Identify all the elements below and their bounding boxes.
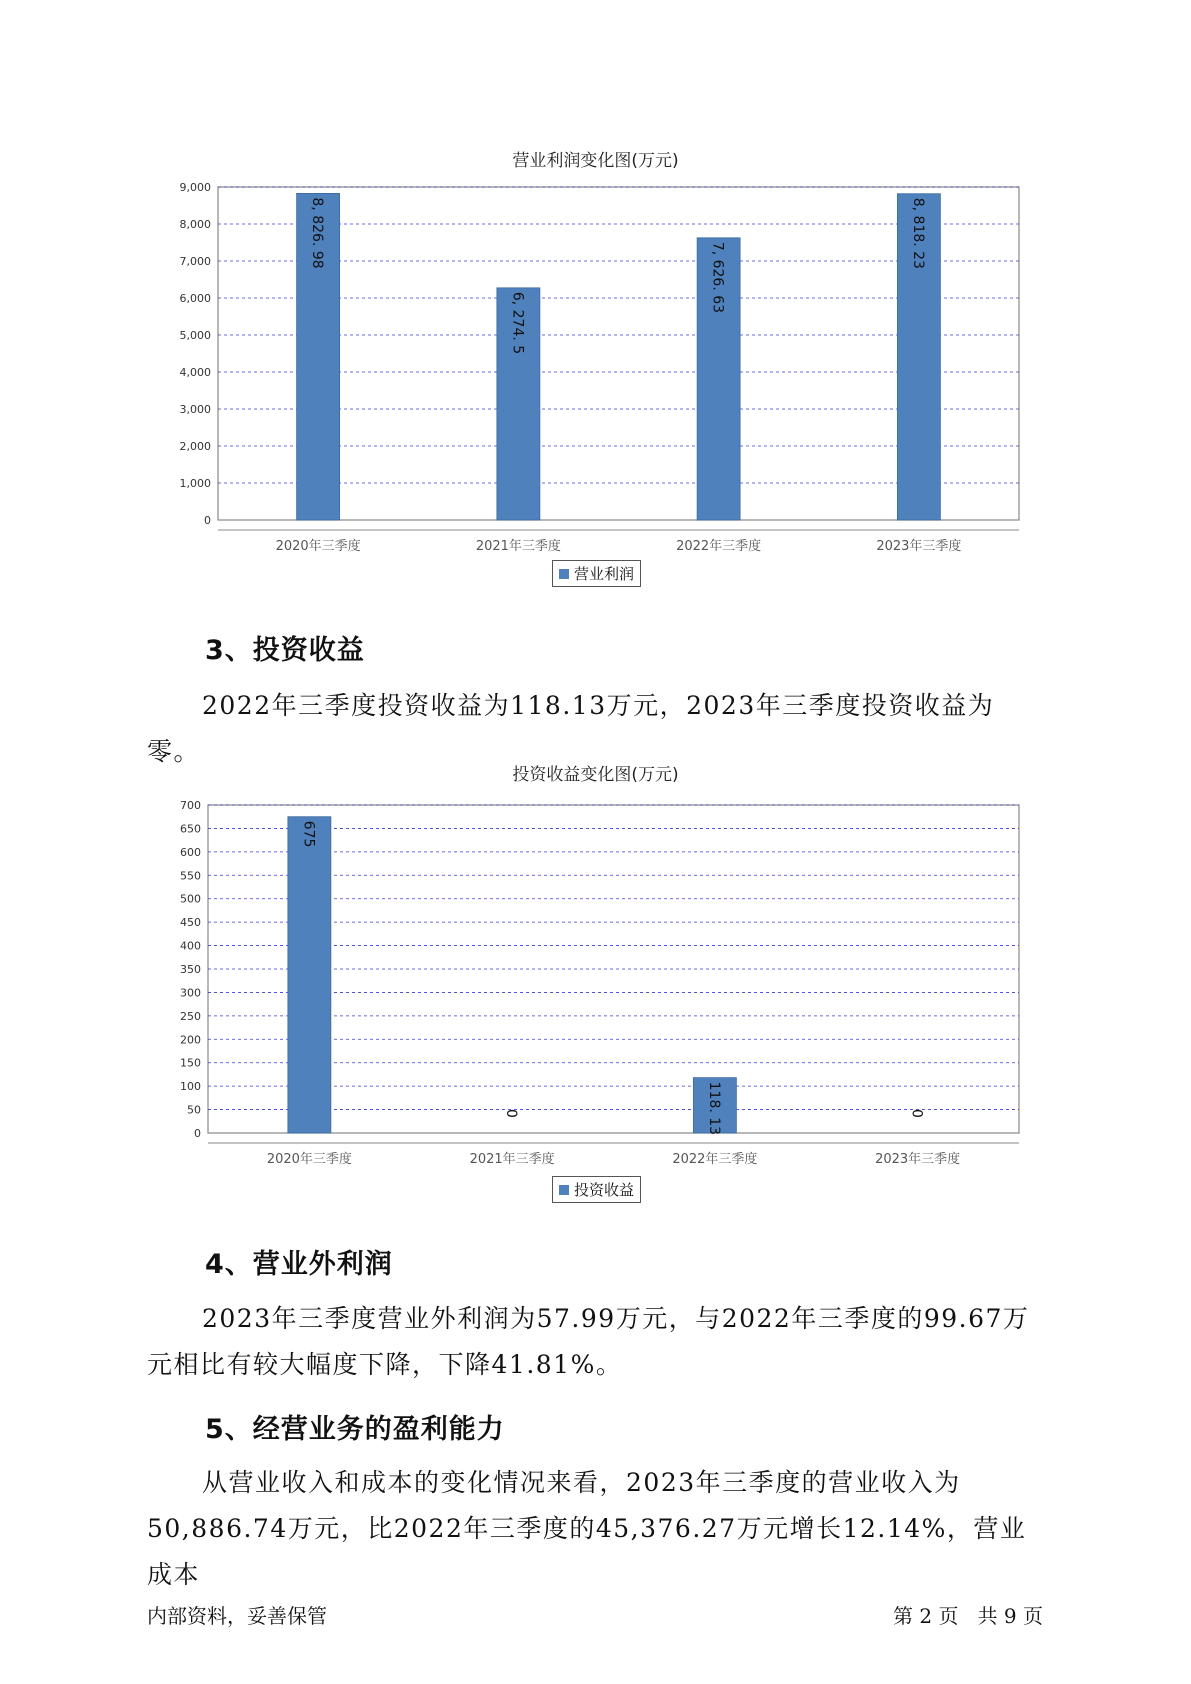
data-label: 0 (503, 1109, 520, 1118)
chart2-legend-label: 投资收益 (574, 1181, 635, 1199)
chart2-legend (552, 1176, 641, 1203)
data-label: 8, 818. 23 (909, 197, 926, 269)
y-tick-label: 9,000 (179, 181, 211, 194)
x-tick-label: 2023年三季度 (876, 539, 962, 554)
y-tick-label: 5,000 (179, 329, 211, 342)
section-5-heading: 5、经营业务的盈利能力 (205, 1414, 505, 1445)
y-tick-label: 550 (180, 869, 201, 883)
data-label: 0 (908, 1109, 925, 1118)
y-tick-label: 450 (180, 916, 201, 930)
section-4-text: 2023年三季度营业外利润为57.99万元，与2022年三季度的99.67万元相比有较大幅度下降，下降41.81%。 (147, 1304, 1030, 1379)
x-tick-label: 2020年三季度 (275, 539, 361, 554)
y-tick-label: 8,000 (179, 218, 211, 231)
y-tick-label: 700 (180, 799, 201, 812)
operating-profit-chart (150, 175, 1030, 554)
section-5-text: 从营业收入和成本的变化情况来看，2023年三季度的营业收入为50,886.74万元，比2022年三季度的45,376.27万元增长12.14%，营业成本 (147, 1468, 1027, 1589)
x-tick-label: 2023年三季度 (875, 1152, 961, 1167)
y-tick-label: 600 (180, 845, 201, 859)
data-label: 8, 826. 98 (309, 197, 326, 269)
section-3-heading: 3、投资收益 (205, 635, 365, 666)
legend-swatch-icon (559, 569, 569, 579)
bar (288, 817, 331, 1133)
chart1-title: 营业利润变化图(万元) (512, 151, 679, 171)
y-tick-label: 6,000 (179, 292, 211, 305)
x-tick-label: 2020年三季度 (266, 1152, 352, 1167)
footer-page-number: 第 2 页 共 9 页 (893, 1604, 1043, 1628)
y-tick-label: 1,000 (179, 477, 211, 490)
section-4-heading: 4、营业外利润 (205, 1249, 393, 1280)
x-tick-label: 2021年三季度 (469, 1152, 555, 1167)
y-tick-label: 300 (180, 986, 201, 1000)
data-label: 675 (300, 820, 317, 848)
data-label: 7, 626. 63 (709, 241, 726, 314)
y-tick-label: 400 (180, 939, 201, 953)
y-tick-label: 3,000 (179, 403, 211, 416)
y-tick-label: 2,000 (179, 440, 211, 453)
data-label: 118. 13 (705, 1081, 722, 1136)
chart1-legend-label: 营业利润 (574, 565, 635, 583)
y-tick-label: 4,000 (179, 366, 211, 379)
y-tick-label: 250 (180, 1009, 201, 1023)
x-tick-label: 2022年三季度 (676, 539, 762, 554)
y-tick-label: 150 (180, 1056, 201, 1070)
y-tick-label: 7,000 (179, 255, 211, 268)
data-label: 6, 274. 5 (509, 291, 526, 355)
y-tick-label: 350 (180, 963, 201, 976)
y-tick-label: 500 (180, 892, 201, 906)
y-tick-label: 0 (204, 514, 211, 527)
investment-income-chart (150, 790, 1030, 1170)
y-tick-label: 50 (187, 1103, 201, 1117)
x-tick-label: 2022年三季度 (672, 1152, 758, 1167)
y-tick-label: 0 (194, 1127, 201, 1140)
section-3-text: 2022年三季度投资收益为118.13万元，2023年三季度投资收益为零。 (147, 691, 995, 766)
x-tick-label: 2021年三季度 (475, 539, 561, 554)
y-tick-label: 650 (180, 822, 201, 836)
chart1-legend (552, 560, 641, 587)
y-tick-label: 100 (180, 1080, 201, 1094)
legend-swatch-icon (559, 1185, 569, 1195)
chart2-title: 投资收益变化图(万元) (512, 765, 679, 785)
y-tick-label: 200 (180, 1033, 201, 1047)
footer-confidential: 内部资料，妥善保管 (147, 1604, 327, 1628)
